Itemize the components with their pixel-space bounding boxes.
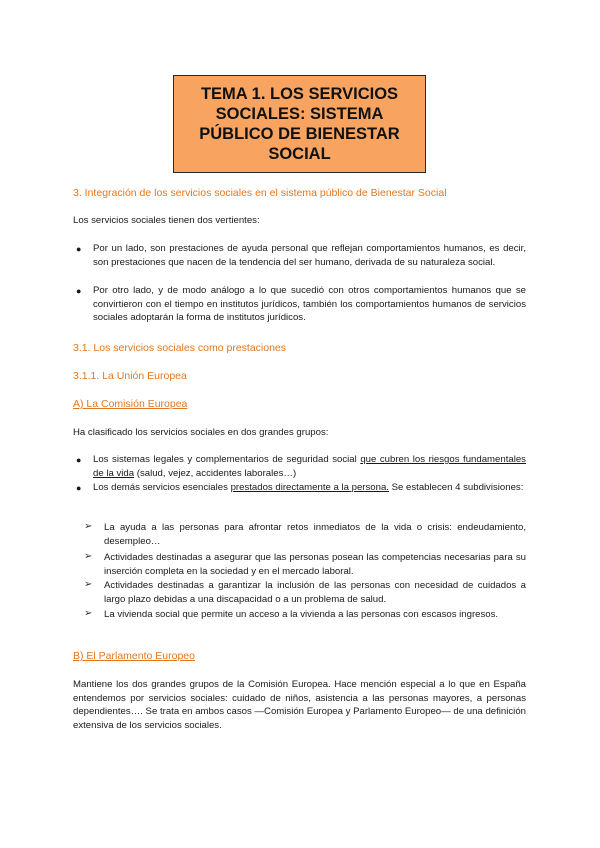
grupo-1-underlined: que cubren los riesgos fundamentales de la vida [93,454,526,479]
arrow-bullet-icon: ➢ [84,608,93,619]
bullet-icon: ● [76,244,82,254]
vertiente-1: Por un lado, son prestaciones de ayuda personal que reflejan comportamientos humanos, es decir, son prestaciones que nacen de la tendencia del ser humano, derivada de su naturaleza social. [93,243,526,268]
section-heading-3: 3. Integración de los servicios sociales en el sistema público de Bienestar Social [73,187,447,199]
comision-intro: Ha clasificado los servicios sociales en dos grandes grupos: [73,427,329,438]
bullet-icon: ● [76,455,82,465]
grupo-2-tail: Se establecen 4 subdivisiones: [388,482,524,493]
subdivision-3: Actividades destinadas a garantizar la inclusión de las personas con necesidad de cuidados a largo plazo debidas a una discapacidad o a un problema de salud. [104,580,526,605]
subdivision-2: Actividades destinadas a asegurar que las personas posean las competencias necesarias para su inserción completa en la sociedad y en el mercado laboral. [104,552,526,577]
grupo-1 [93,453,526,480]
arrow-bullet-icon: ➢ [84,521,93,532]
subsection-a-link[interactable]: A) La Comisión Europea [73,398,188,410]
title-box [173,75,426,173]
bullet-icon: ● [76,483,82,493]
grupo-2 [93,481,526,495]
grupo-1-tail: (salud, vejez, accidentes laborales…) [134,467,297,479]
parlamento-text: Mantiene los dos grandes grupos de la Comisión Europea. Hace mención especial a lo que en España entendemos por servicios sociales: cuidado de niños, asistencia a las personas mayores, a personas dependientes…. Se trata en ambos casos —Comisión Europea y Parlamento Europeo— de una definición extensiva de los servicios sociales. [73,679,526,731]
section-heading-3-1: 3.1. Los servicios sociales como prestaciones [73,342,287,354]
grupo-2-text: Los demás servicios esenciales [93,482,231,493]
subdivision-1: La ayuda a las personas para afrontar retos inmediatos de la vida o crisis: endeudamiento, desempleo… [104,522,526,547]
section-heading-3-1-1: 3.1.1. La Unión Europea [73,370,187,382]
bullet-icon: ● [76,286,82,296]
grupo-1-text: Los sistemas legales y complementarios de seguridad social [93,454,361,465]
vertiente-2: Por otro lado, y de modo análogo a lo que sucedió con otros comportamientos humanos que se convirtieron con el tiempo en institutos jurídicos, también los comportamientos humanos de servicios sociales adoptarán la forma de institutos jurídicos. [93,285,526,324]
subsection-b-link[interactable]: B) El Parlamento Europeo [73,650,195,662]
intro-text: Los servicios sociales tienen dos vertientes: [73,215,260,226]
arrow-bullet-icon: ➢ [84,579,93,590]
subdivision-4: La vivienda social que permite un acceso a la vivienda a las personas con escasos ingresos. [104,609,499,620]
arrow-bullet-icon: ➢ [84,551,93,562]
grupo-2-underlined: prestados directamente a la persona. [230,482,389,493]
page-title: TEMA 1. LOS SERVICIOS SOCIALES: SISTEMA PÚBLICO DE BIENESTAR SOCIAL [199,85,400,163]
